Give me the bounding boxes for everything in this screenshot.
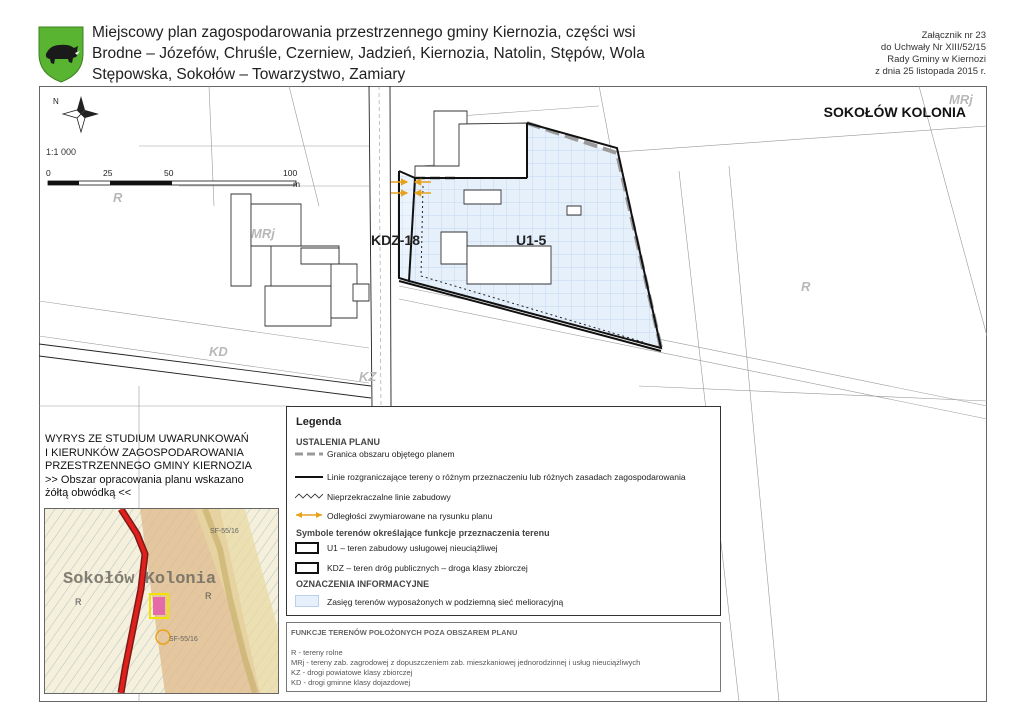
study-excerpt-map: [44, 508, 279, 694]
zone-label-mrj: MRj: [949, 92, 973, 107]
annex-line: Załącznik nr 23: [921, 30, 986, 41]
scale-bar: [48, 181, 296, 185]
study-line: WYRYS ZE STUDIUM UWARUNKOWAŃ: [45, 433, 249, 445]
study-map-code: SF-55/16: [169, 636, 198, 643]
outside-line: R - tereny rolne: [291, 648, 343, 657]
scale-tick: 50: [164, 168, 174, 178]
zone-label-r: R: [801, 279, 811, 294]
legend-building-limit-swatch: [295, 492, 323, 500]
legend-section-symbols: Symbole terenów określające funkcje przeznaczenia terenu: [296, 528, 550, 538]
coat-of-arms-emblem: [36, 24, 86, 84]
zone-label-u1: U1-5: [516, 232, 547, 248]
annex-note: [746, 30, 986, 78]
study-line: I KIERUNKÓW ZAGOSPODAROWANIA: [45, 446, 244, 459]
plan-title: [92, 22, 682, 85]
legend-demarcation-swatch: [295, 473, 323, 481]
plan-title-line: Miejscowy plan zagospodarowania przestrzennego gminy Kiernozia, części wsi: [92, 24, 636, 41]
legend: [286, 406, 721, 616]
scale-tick: 25: [103, 168, 113, 178]
legend-drainage-swatch: [295, 595, 319, 607]
zone-label-r: R: [113, 190, 123, 205]
study-line: PRZESTRZENNEGO GMINY KIERNOZIA: [45, 460, 252, 472]
legend-section-plan: USTALENIA PLANU: [296, 437, 380, 447]
study-line: żółtą obwódką <<: [45, 487, 132, 499]
scale-tick: 100: [283, 168, 298, 178]
legend-arrow-swatch: [295, 511, 323, 519]
study-map-label: Sokołów Kolonia: [63, 570, 217, 589]
outside-line: KD - drogi gminne klasy dojazdowej: [291, 678, 411, 687]
study-excerpt-text: [45, 433, 285, 501]
study-map-code: R: [205, 591, 212, 601]
outside-functions: [286, 622, 721, 692]
legend-boundary-swatch: [295, 450, 323, 458]
study-map-code: R: [75, 597, 82, 607]
scale-unit: m: [293, 179, 301, 189]
north-label: N: [53, 97, 59, 106]
study-map-code: SF-55/16: [210, 528, 239, 535]
annex-line: z dnia 25 listopada 2015 r.: [875, 66, 986, 77]
outside-title: FUNKCJE TERENÓW POŁOŻONYCH POZA OBSZAREM PLANU: [291, 628, 518, 637]
legend-item: Zasięg terenów wyposażonych w podziemną sieć melioracyjną: [327, 597, 564, 607]
legend-item: U1 – teren zabudowy usługowej nieuciążliwej: [327, 543, 498, 553]
zone-label-mrj: MRj: [251, 226, 275, 241]
annex-line: do Uchwały Nr XIII/52/15: [880, 42, 986, 53]
plan-title-line: Stępowska, Sokołów – Towarzystwo, Zamiary: [92, 66, 406, 83]
legend-item: Granica obszaru objętego planem: [327, 449, 455, 459]
legend-u1-swatch: [295, 542, 319, 554]
legend-section-info: OZNACZENIA INFORMACYJNE: [296, 579, 430, 589]
zone-label-kdz: KDZ-18: [371, 232, 421, 248]
legend-title: Legenda: [296, 416, 342, 428]
scale-tick: 0: [46, 168, 51, 178]
legend-item: Linie rozgraniczające tereny o różnym przeznaczeniu lub różnych zasadach zagospodarowania: [327, 472, 686, 482]
outside-line: KZ - drogi powiatowe klasy zbiorczej: [291, 668, 413, 677]
study-map-drawing: [45, 509, 278, 693]
study-line: >> Obszar opracowania planu wskazano: [45, 473, 244, 486]
outside-line: MRj - tereny zab. zagrodowej z dopuszczeniem zab. mieszkaniowej jednorodzinnej i usług nieuciążliwych: [291, 658, 641, 667]
legend-kdz-swatch: [295, 562, 319, 574]
zone-label-kz: KZ: [359, 369, 377, 384]
boar-coat-of-arms-icon: [36, 24, 86, 84]
north-arrow-icon: [63, 96, 99, 132]
annex-line: Rady Gminy w Kiernozi: [887, 54, 986, 65]
plan-title-line: Brodne – Józefów, Chruśle, Czerniew, Jadzień, Kiernozia, Natolin, Stępów, Wola: [92, 45, 645, 62]
legend-item: Nieprzekraczalne linie zabudowy: [327, 492, 451, 502]
place-name: SOKOŁÓW KOLONIA: [823, 104, 966, 120]
legend-item: KDZ – teren dróg publicznych – droga klasy zbiorczej: [327, 563, 528, 573]
legend-item: Odległości zwymiarowane na rysunku planu: [327, 511, 493, 521]
scale-label: 1:1 000: [46, 147, 77, 157]
zone-label-kd: KD: [209, 344, 228, 359]
